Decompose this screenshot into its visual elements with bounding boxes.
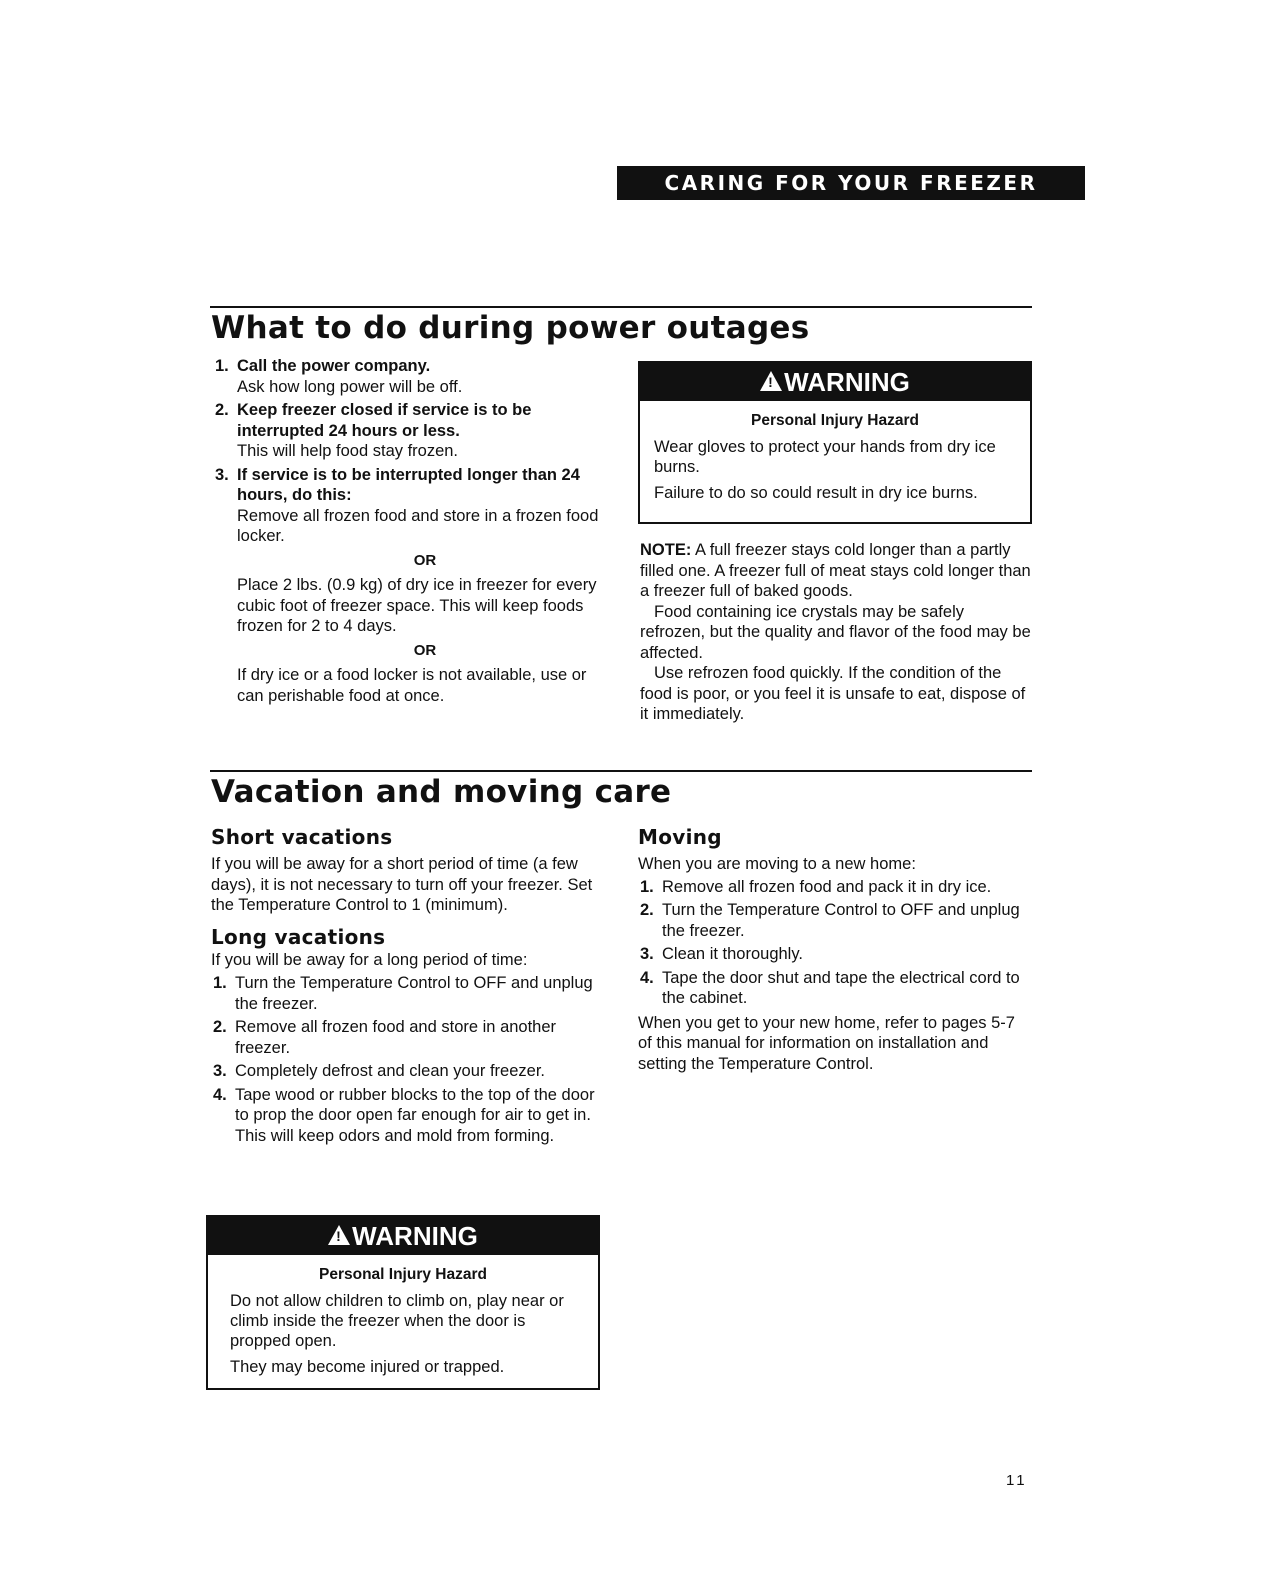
short-vacation-text: If you will be away for a short period of time (a few days), it is not necessary to turn off your freezer. Set the Temperature Control to 1 (minimum). — [211, 855, 593, 914]
item-text: Ask how long power will be off. — [237, 377, 463, 396]
item-text: Turn the Temperature Control to OFF and unplug the freezer. — [235, 974, 593, 1013]
subsection-title: Long vacations — [211, 924, 386, 949]
section-title-vacation: Vacation and moving care — [211, 774, 672, 810]
item-number: 2. — [640, 901, 654, 919]
option-dry-ice: Place 2 lbs. (0.9 kg) of dry ice in freezer for every cubic foot of freezer space. This will keep foods frozen for 2 to 4 days. — [237, 576, 597, 635]
item-number: 1. — [213, 974, 227, 992]
list-item — [211, 1061, 611, 1082]
vacation-column — [211, 824, 611, 1149]
item-text: Completely defrost and clean your freezer. — [235, 1062, 545, 1080]
item-text: Tape wood or rubber blocks to the top of the door to prop the door open far enough for air to get in. This will keep odors and mold from forming. — [235, 1085, 595, 1145]
list-item — [638, 900, 1032, 941]
note-label: NOTE: — [640, 541, 692, 559]
item-heading: Keep freezer closed if service is to be interrupted 24 hours or less. — [237, 401, 532, 440]
note-text: A full freezer stays cold longer than a partly filled one. A freezer full of meat stays cold longer than a freezer full of baked goods. — [640, 541, 1031, 600]
hazard-title: Personal Injury Hazard — [319, 1266, 487, 1283]
page-number: 11 — [1006, 1472, 1028, 1489]
item-number: 2. — [213, 1018, 227, 1036]
warning-triangle-icon: ! — [328, 1225, 350, 1245]
item-number: 3. — [215, 465, 229, 484]
section-banner: CARING FOR YOUR FREEZER — [617, 166, 1085, 200]
list-item — [211, 1085, 611, 1147]
subsection-title: Moving — [638, 825, 722, 849]
item-number: 2. — [215, 401, 229, 419]
note-paragraph — [640, 540, 1032, 602]
note-paragraph: Food containing ice crystals may be safely refrozen, but the quality and flavor of the food may be affected. — [640, 602, 1031, 662]
item-text: Remove all frozen food and pack it in dry ice. — [662, 877, 992, 896]
warning-label: WARNING — [352, 1221, 478, 1251]
or-separator: OR — [413, 641, 437, 659]
section-title-power-outages: What to do during power outages — [211, 310, 810, 346]
section-divider — [210, 770, 1032, 772]
item-number: 3. — [640, 945, 654, 963]
item-text: This will help food stay frozen. — [237, 442, 459, 460]
moving-intro: When you are moving to a new home: — [638, 855, 916, 873]
list-item — [213, 400, 613, 462]
list-item — [213, 356, 613, 397]
item-number: 3. — [213, 1062, 227, 1080]
item-number: 1. — [640, 877, 654, 896]
warning-triangle-icon: ! — [760, 371, 782, 391]
item-text: Remove all frozen food and store in a frozen food locker. — [237, 506, 599, 545]
power-outage-steps — [213, 356, 613, 709]
list-item — [211, 1017, 611, 1058]
option-can-food: If dry ice or a food locker is not available, use or can perishable food at once. — [237, 666, 587, 705]
item-text: Remove all frozen food and store in another freezer. — [235, 1018, 557, 1057]
warning-header — [208, 1217, 598, 1255]
list-item — [638, 944, 1032, 965]
list-item — [638, 968, 1032, 1009]
long-vacation-intro: If you will be away for a long period of time: — [211, 950, 528, 969]
item-heading: If service is to be interrupted longer than 24 hours, do this: — [237, 465, 580, 504]
item-number: 4. — [213, 1085, 227, 1104]
item-text: Clean it thoroughly. — [662, 945, 803, 963]
subsection-title: Short vacations — [211, 825, 393, 849]
item-number: 1. — [215, 357, 229, 375]
moving-column — [638, 824, 1032, 1074]
moving-outro: When you get to your new home, refer to pages 5-7 of this manual for information on installation and setting the Temperature Control. — [638, 1013, 1015, 1073]
warning-text: Do not allow children to climb on, play near or climb inside the freezer when the door is propped open. — [230, 1292, 564, 1350]
list-item — [638, 877, 1032, 898]
item-number: 4. — [640, 968, 654, 987]
list-item — [213, 465, 613, 707]
warning-text: Wear gloves to protect your hands from dry ice burns. — [654, 438, 996, 476]
hazard-title: Personal Injury Hazard — [751, 412, 919, 429]
warning-box-dry-ice — [638, 361, 1032, 524]
warning-label: WARNING — [784, 367, 910, 397]
section-divider — [210, 306, 1032, 308]
warning-header — [640, 363, 1030, 401]
item-text: Turn the Temperature Control to OFF and unplug the freezer. — [662, 901, 1020, 940]
item-text: Tape the door shut and tape the electrical cord to the cabinet. — [662, 968, 1020, 1007]
note-block — [640, 540, 1032, 725]
warning-text: They may become injured or trapped. — [230, 1358, 505, 1376]
warning-box-children — [206, 1215, 600, 1390]
list-item — [211, 973, 611, 1014]
item-heading: Call the power company. — [237, 357, 431, 375]
or-separator: OR — [413, 551, 437, 569]
warning-text: Failure to do so could result in dry ice burns. — [654, 484, 978, 502]
note-paragraph: Use refrozen food quickly. If the condition of the food is poor, or you feel it is unsafe to eat, dispose of it immediately. — [640, 664, 1026, 723]
